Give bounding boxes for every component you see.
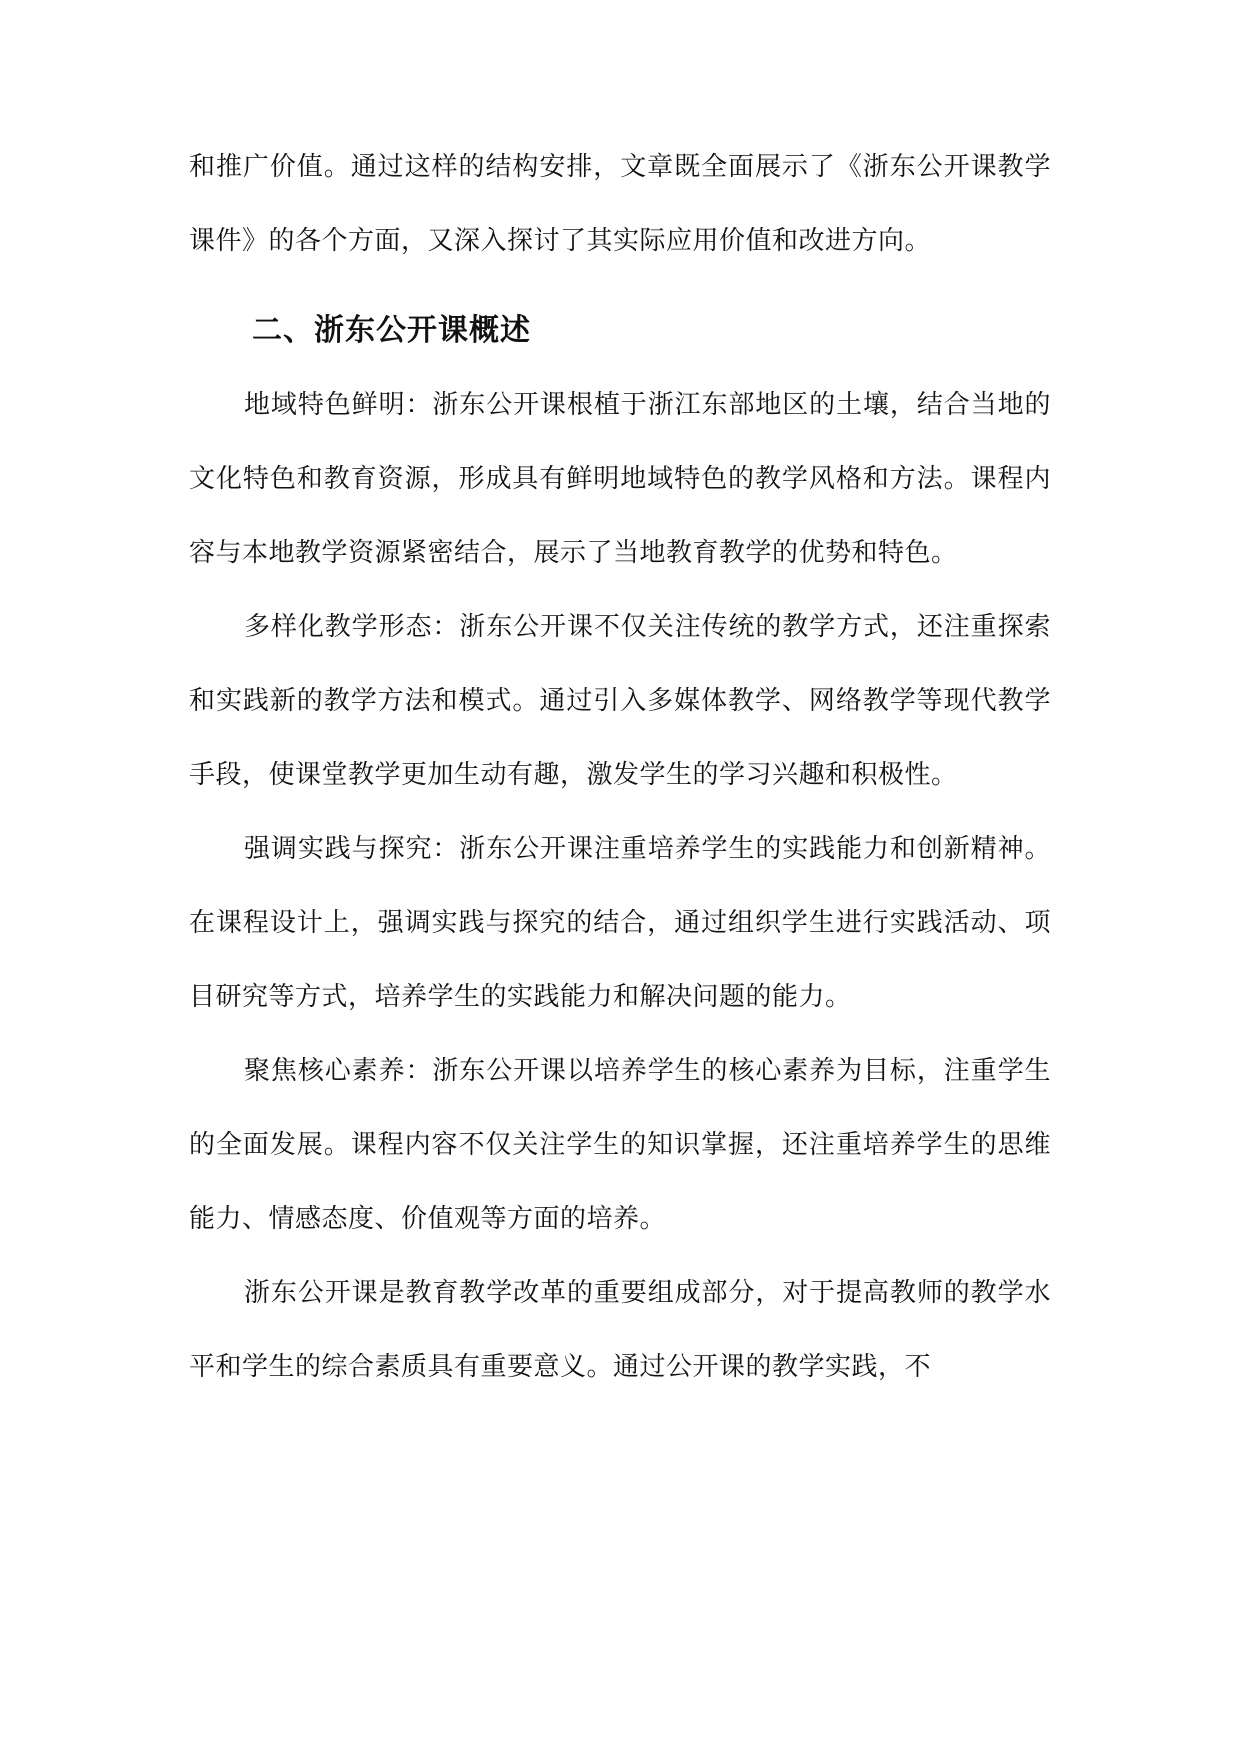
paragraph-teaching-forms: 多样化教学形态：浙东公开课不仅关注传统的教学方式，还注重探索和实践新的教学方法和模式。通过引入多媒体教学、网络教学等现代教学手段，使课堂教学更加生动有趣，激发学生的学习兴趣和积极性。	[189, 612, 1051, 790]
paragraph-core-literacy: 聚焦核心素养：浙东公开课以培养学生的核心素养为目标，注重学生的全面发展。课程内容不仅关注学生的知识掌握，还注重培养学生的思维能力、情感态度、价值观等方面的培养。	[189, 1056, 1051, 1234]
intro-paragraph: 和推广价值。通过这样的结构安排，文章既全面展示了《浙东公开课教学课件》的各个方面，又深入探讨了其实际应用价值和改进方向。	[189, 152, 1051, 256]
paragraph-significance: 浙东公开课是教育教学改革的重要组成部分，对于提高教师的教学水平和学生的综合素质具有重要意义。通过公开课的教学实践，不	[189, 1278, 1051, 1382]
document-page	[189, 130, 1051, 1404]
paragraph-regional-features: 地域特色鲜明：浙东公开课根植于浙江东部地区的土壤，结合当地的文化特色和教育资源，形成具有鲜明地域特色的教学风格和方法。课程内容与本地教学资源紧密结合，展示了当地教育教学的优势和特色。	[189, 390, 1051, 568]
section-heading: 二、浙东公开课概述	[252, 313, 531, 348]
paragraph-practice-inquiry: 强调实践与探究：浙东公开课注重培养学生的实践能力和创新精神。在课程设计上，强调实践与探究的结合，通过组织学生进行实践活动、项目研究等方式，培养学生的实践能力和解决问题的能力。	[189, 834, 1051, 1012]
